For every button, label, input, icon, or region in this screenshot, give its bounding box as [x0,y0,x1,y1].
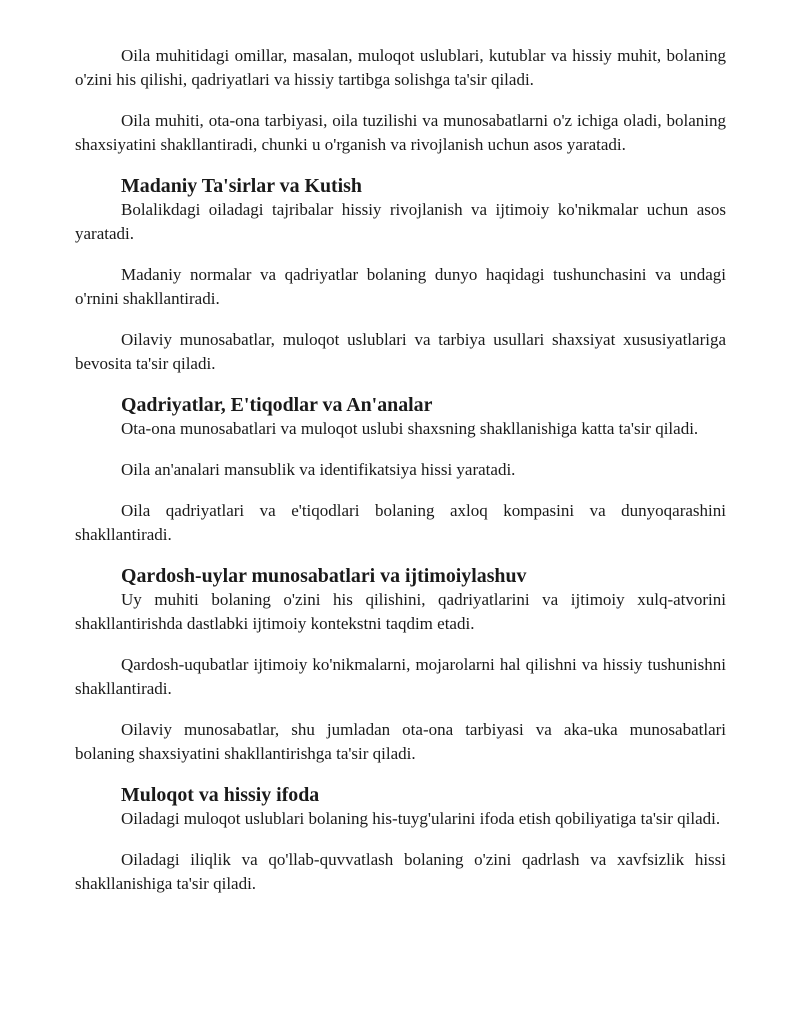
section-paragraph: Madaniy normalar va qadriyatlar bolaning dunyo haqidagi tushunchasini va undagi o'rnini shakllantiradi. [75,265,726,308]
section-paragraph: Oiladagi muloqot uslublari bolaning his-tuyg'ularini ifoda etish qobiliyatiga ta'sir qiladi. [121,809,721,828]
section-paragraph: Oila qadriyatlari va e'tiqodlari bolaning axloq kompasini va dunyoqarashini shakllantiradi. [75,501,726,544]
section-paragraph: Ota-ona munosabatlari va muloqot uslubi shaxsning shakllanishiga katta ta'sir qiladi. [121,419,699,438]
intro-paragraph: Oila muhitidagi omillar, masalan, muloqot uslublari, kutublar va hissiy muhit, bolaning o'zini his qilishi, qadriyatlari va hissiy tartibga solishga ta'sir qiladi. [75,46,726,89]
intro-paragraph: Oila muhiti, ota-ona tarbiyasi, oila tuzilishi va munosabatlarni o'z ichiga oladi, bolaning shaxsiyatini shakllantiradi, chunki u o'rganish va rivojlanish uchun asos yaratadi. [75,111,726,154]
section-cultural-influences [75,174,726,376]
section-paragraph: Oiladagi iliqlik va qo'llab-quvvatlash bolaning o'zini qadrlash va xavfsizlik hissi shakllanishiga ta'sir qiladi. [75,850,726,893]
section-communication [75,783,726,896]
section-paragraph: Oilaviy munosabatlar, shu jumladan ota-ona tarbiyasi va aka-uka munosabatlari bolaning shaxsiyatini shakllantirishga ta'sir qiladi. [75,720,726,763]
section-paragraph: Oilaviy munosabatlar, muloqot uslublari va tarbiya usullari shaxsiyat xususiyatlariga bevosita ta'sir qiladi. [75,330,726,373]
section-heading: Qadriyatlar, E'tiqodlar va An'analar [121,394,433,416]
section-paragraph: Uy muhiti bolaning o'zini his qilishini, qadriyatlarini va ijtimoiy xulq-atvorini shakllantirishda dastlabki ijtimoiy kontekstni taqdim etadi. [75,590,726,633]
section-sibling-relations [75,564,726,766]
section-heading: Madaniy Ta'sirlar va Kutish [121,175,362,197]
section-paragraph: Qardosh-uqubatlar ijtimoiy ko'nikmalarni, mojarolarni hal qilishni va hissiy tushunishni shakllantiradi. [75,655,726,698]
document-page [75,44,726,913]
section-heading: Muloqot va hissiy ifoda [121,784,320,806]
section-heading: Qardosh-uylar munosabatlari va ijtimoiylashuv [121,565,527,587]
section-paragraph: Oila an'analari mansublik va identifikatsiya hissi yaratadi. [121,460,516,479]
section-paragraph: Bolalikdagi oiladagi tajribalar hissiy rivojlanish va ijtimoiy ko'nikmalar uchun asos yaratadi. [75,200,726,243]
section-values-beliefs [75,393,726,547]
